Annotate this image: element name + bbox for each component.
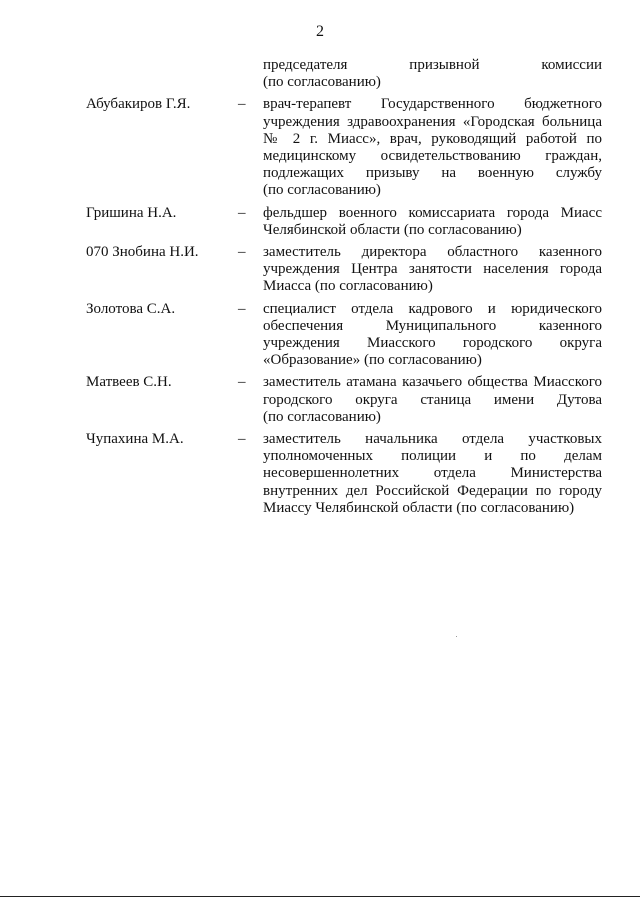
text-line: несовершеннолетних отдела Министерства	[263, 465, 602, 482]
commission-roster	[0, 57, 640, 517]
dash-separator: –	[238, 244, 246, 261]
text-line: учреждения Миасского городского округа	[263, 335, 602, 352]
page-number: 2	[316, 23, 324, 40]
text-line: учреждения здравоохранения «Городская больница	[263, 113, 602, 130]
member-position	[263, 96, 602, 199]
scan-speck	[456, 636, 457, 637]
text-line: Челябинской области (по согласованию)	[263, 221, 522, 238]
member-entry	[0, 301, 640, 370]
text-line: уполномоченных полиции и по делам	[263, 448, 602, 465]
member-name: 070 Знобина Н.И.	[86, 244, 199, 261]
member-position	[263, 301, 602, 370]
text-line: «Образование» (по согласованию)	[263, 352, 482, 369]
text-line: врач-терапевт Государственного бюджетного	[263, 96, 602, 113]
text-line: учреждения Центра занятости населения города	[263, 261, 602, 278]
dash-separator: –	[238, 96, 246, 113]
member-position	[263, 431, 602, 517]
text-line: внутренних дел Российской Федерации по городу	[263, 482, 602, 499]
text-line: специалист отдела кадрового и юридического	[263, 300, 602, 317]
text-line: обеспечения Муниципального казенного	[263, 317, 602, 334]
member-entry	[0, 96, 640, 199]
text-line: заместитель начальника отдела участковых	[263, 431, 602, 448]
text-line: заместитель директора областного казенного	[263, 244, 602, 261]
text-line: медицинскому освидетельствованию граждан,	[263, 148, 602, 165]
member-name: Чупахина М.А.	[86, 431, 184, 448]
member-name: Матвеев С.Н.	[86, 374, 172, 391]
member-entry	[0, 205, 640, 239]
text-line: (по согласованию)	[263, 408, 381, 425]
text-line: фельдшер военного комиссариата города Миасс	[263, 204, 602, 221]
text-line: (по согласованию)	[263, 74, 381, 91]
text-line: председателя призывной комиссии	[263, 57, 602, 73]
dash-separator: –	[238, 374, 246, 391]
continuation-text	[263, 57, 602, 91]
member-entry	[0, 374, 640, 426]
member-position	[263, 374, 602, 426]
member-entry	[0, 244, 640, 296]
dash-separator: –	[238, 204, 246, 221]
text-line: Миассу Челябинской области (по согласованию)	[263, 499, 575, 516]
text-line: заместитель атамана казачьего общества Миасского	[263, 374, 602, 391]
dash-separator: –	[238, 300, 246, 317]
member-entry	[0, 431, 640, 517]
dash-separator: –	[238, 431, 246, 448]
member-name: Абубакиров Г.Я.	[86, 96, 191, 113]
member-name: Гришина Н.А.	[86, 204, 177, 221]
text-line: (по согласованию)	[263, 182, 381, 199]
text-line: подлежащих призыву на военную службу	[263, 165, 602, 182]
text-line: Миасса (по согласованию)	[263, 278, 433, 295]
member-position	[263, 244, 602, 296]
continuation-entry	[0, 57, 640, 91]
text-line: № 2 г. Миасс», врач, руководящий работой по	[263, 130, 602, 147]
member-position	[263, 205, 602, 239]
scan-edge-line	[0, 896, 640, 897]
text-line: городского округа станица имени Дутова	[263, 391, 602, 408]
member-name: Золотова С.А.	[86, 300, 176, 317]
